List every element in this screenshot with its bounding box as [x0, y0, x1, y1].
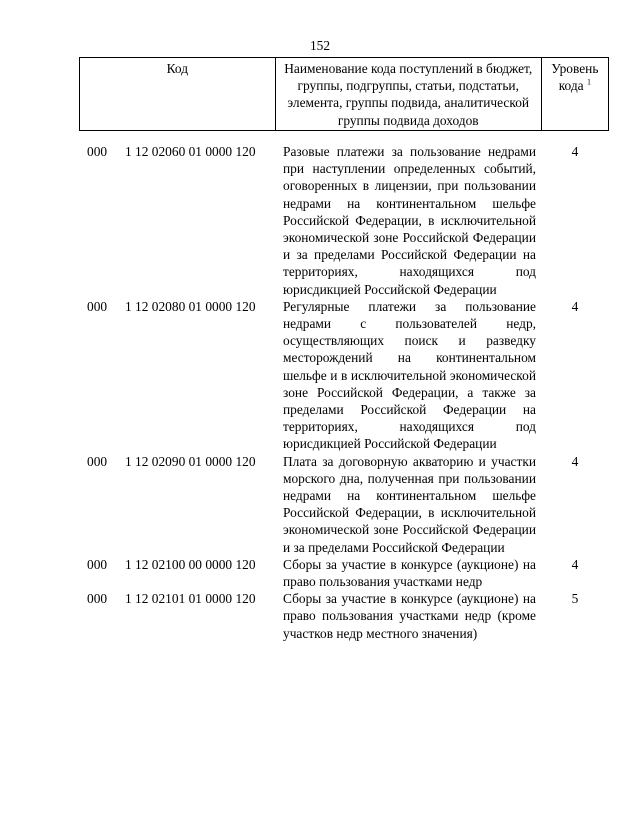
row-prefix: 000 — [87, 591, 108, 607]
row-prefix: 000 — [87, 144, 108, 159]
header-level-label: Уровень кода — [551, 61, 599, 94]
row-code: 1 12 02100 00 0000 120 — [125, 556, 256, 572]
row-level: 4 — [571, 453, 579, 469]
header-level — [541, 58, 608, 131]
row-level: 5 — [571, 591, 579, 607]
row-name: Регулярные платежи за пользование недрами с пользователей недр, осуществляющих поиск и разведку месторождений на континентальном шельфе и в исключительной экономической зоне Российской Федерации, а также за пределами Российской Федерации на территориях, находящихся под юрисдикцией Российской Федерации — [283, 298, 536, 452]
table-header — [79, 57, 609, 131]
header-code: Код — [80, 58, 276, 131]
header-level-footnote: 1 — [587, 77, 591, 87]
row-name: Плата за договорную акваторию и участки морского дна, полученная при пользовании недрами на континентальном шельфе Российской Федерации, в исключительной экономической зоне Российской Федерации и за пределами Российской Федерации — [283, 453, 536, 555]
row-prefix: 000 — [87, 453, 108, 469]
row-code: 1 12 02101 01 0000 120 — [125, 591, 256, 607]
table-row — [87, 590, 607, 642]
row-name: Разовые платежи за пользование недрами при наступлении определенных событий, оговоренных в лицензии, при пользовании недрами на континентальном шельфе Российской Федерации, в исключительной экономической зоне Российской Федерации и за пределами Российской Федерации на территориях, находящихся под юрисдикцией Российской Федерации — [283, 144, 536, 297]
table-row — [87, 143, 607, 298]
page-number: 152 — [309, 38, 331, 53]
row-level: 4 — [571, 556, 579, 572]
header-name: Наименование кода поступлений в бюджет, группы, подгруппы, статьи, подстатьи, элемента, группы подвида, аналитической группы подвида доходов — [275, 58, 541, 131]
table-body — [87, 143, 607, 642]
row-level: 4 — [571, 298, 579, 314]
row-name: Сборы за участие в конкурсе (аукционе) на право пользования участками недр — [283, 556, 536, 590]
table-row — [87, 453, 607, 556]
row-prefix: 000 — [87, 298, 108, 314]
row-code: 1 12 02090 01 0000 120 — [125, 453, 256, 469]
row-code: 1 12 02060 01 0000 120 — [125, 144, 256, 159]
table-row — [87, 556, 607, 590]
row-name: Сборы за участие в конкурсе (аукционе) на право пользования участками недр (кроме участков недр местного значения) — [283, 591, 536, 641]
row-code: 1 12 02080 01 0000 120 — [125, 298, 256, 314]
table-row — [87, 298, 607, 453]
row-prefix: 000 — [87, 556, 108, 572]
row-level: 4 — [571, 144, 579, 159]
